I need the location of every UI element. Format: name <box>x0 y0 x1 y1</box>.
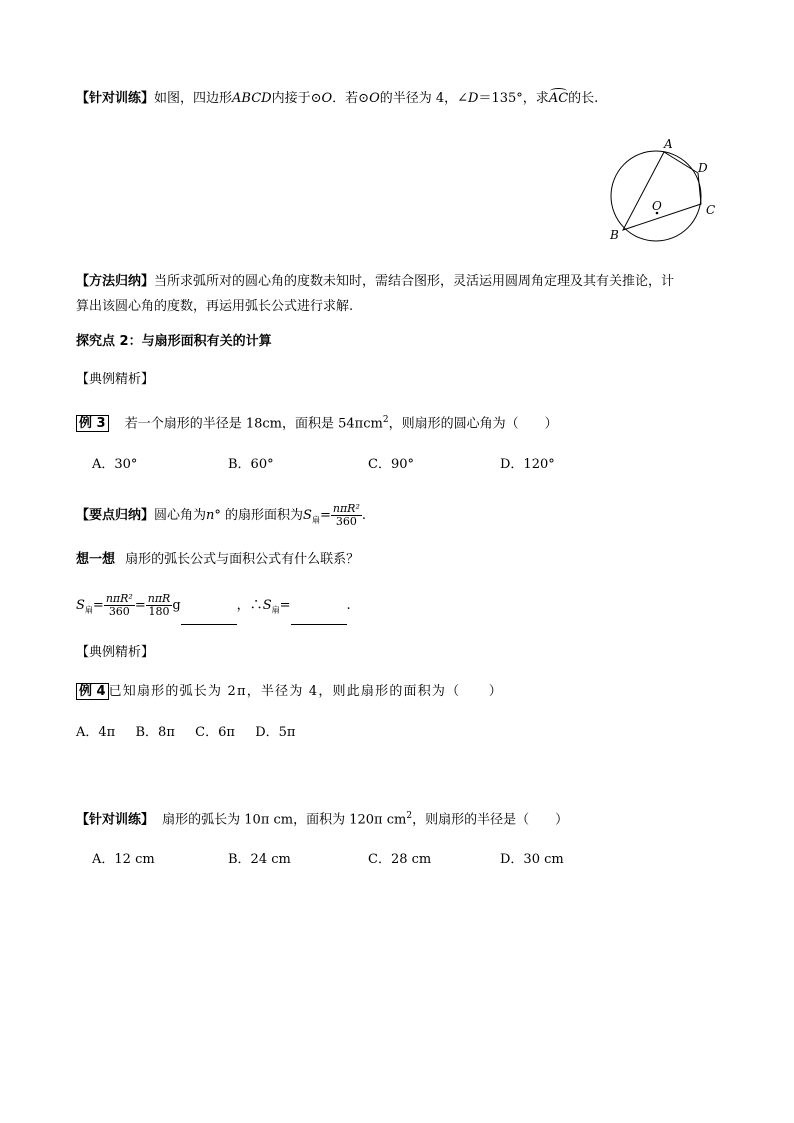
method-summary-line1 <box>76 273 674 291</box>
dot-symbol: g <box>172 598 181 613</box>
text-seg: ＝135°，求 <box>478 91 549 106</box>
option-c: C．6π <box>195 725 235 740</box>
option-d: D．120° <box>500 457 555 472</box>
method-text-1: 当所求弧所对的圆心角的度数未知时，需结合图形，灵活运用圆周角定理及其有关推论，计 <box>154 274 675 289</box>
var-o: O <box>321 91 333 106</box>
subscript-sector: 扇 <box>271 605 280 615</box>
key-tag: 【要点归纳】 <box>76 508 155 523</box>
var-d: D <box>468 91 479 106</box>
example-4-options <box>76 724 295 742</box>
example-4 <box>76 683 503 701</box>
superscript: 2 <box>382 415 389 425</box>
think-text: 扇形的弧长公式与面积公式有什么联系？ <box>125 552 360 567</box>
key-text-2: ° 的扇形面积为 <box>214 508 304 523</box>
option-c: C．28 cm <box>368 852 432 867</box>
subscript-sector: 扇 <box>84 605 93 615</box>
sector-area-fraction <box>331 503 362 528</box>
key-text-1: 圆心角为 <box>154 508 207 523</box>
training-2-text: 扇形的弧长为 10π cm，面积为 120π cm <box>162 812 407 828</box>
example-analysis-heading-2: 【典例精析】 <box>76 645 155 660</box>
training-problem-2 <box>76 807 568 829</box>
var-n: n <box>206 508 215 523</box>
label-d: D <box>698 161 708 175</box>
method-summary-line2 <box>76 298 353 316</box>
equals: = <box>279 598 291 613</box>
period: . <box>361 508 367 523</box>
method-text-2: 算出该圆心角的度数，再运用弧长公式进行求解. <box>76 299 354 314</box>
label-o: O <box>652 199 662 213</box>
training-problem-1 <box>76 90 598 108</box>
explore-heading: 探究点 2：与扇形面积有关的计算 <box>76 334 272 349</box>
example-analysis-heading: 【典例精析】 <box>76 372 155 387</box>
example-3-label: 例 3 <box>76 415 109 432</box>
text-seg: 如图，四边形 <box>154 91 233 106</box>
text-seg: 的长. <box>568 91 599 106</box>
circle-figure <box>602 132 732 250</box>
option-d: D．30 cm <box>500 852 564 867</box>
option-c: C．90° <box>368 457 414 472</box>
answer-blank-1[interactable] <box>181 612 237 625</box>
fraction-denominator: 180 <box>148 605 170 618</box>
var-s: S <box>303 508 312 523</box>
label-a: A <box>664 137 673 151</box>
label-b: B <box>610 228 619 242</box>
think-prompt <box>76 551 359 569</box>
equals: = <box>92 598 104 613</box>
text-seg: ．若⊙ <box>332 91 370 106</box>
fraction-arc <box>146 593 173 618</box>
fraction-denominator: 360 <box>108 605 130 618</box>
arc-ac: AC <box>549 91 568 106</box>
fraction-denominator: 360 <box>335 515 357 528</box>
option-b: B．8π <box>135 725 175 740</box>
example-4-text: 已知扇形的弧长为 2π，半径为 4，则此扇形的面积为（ ） <box>108 684 503 699</box>
fraction-numerator: nπR² <box>105 592 133 605</box>
training-2-text-2: ，则扇形的半径是（ ） <box>412 812 569 828</box>
equals: = <box>319 508 331 523</box>
superscript: 2 <box>406 811 413 821</box>
var-s: S <box>262 598 272 613</box>
key-point-summary <box>76 502 366 535</box>
equals: = <box>134 598 146 613</box>
option-b: B．24 cm <box>228 852 291 867</box>
example-3-text-2: ，则扇形的圆心角为（ ） <box>388 416 558 432</box>
subscript-sector: 扇 <box>311 515 320 525</box>
fraction-numerator: nπR² <box>332 502 360 515</box>
arc-mark-icon <box>550 88 567 94</box>
option-a: A．4π <box>76 725 116 740</box>
var-s: S <box>76 598 85 613</box>
var-abcd: ABCD <box>232 91 272 106</box>
formula-line <box>76 592 351 625</box>
option-a: A．30° <box>92 457 138 472</box>
example-3 <box>76 411 558 433</box>
var-o: O <box>369 91 380 106</box>
period: . <box>346 598 351 613</box>
example-4-label: 例 4 <box>76 683 109 700</box>
text-seg: 的半径为 4，∠ <box>379 91 469 106</box>
option-a: A．12 cm <box>92 852 155 867</box>
example-3-text: 若一个扇形的半径是 18cm，面积是 54πcm <box>124 416 383 432</box>
fraction-area <box>104 593 135 618</box>
therefore: ，∴ <box>236 598 263 613</box>
method-tag: 【方法归纳】 <box>76 274 155 289</box>
option-d: D．5π <box>255 725 296 740</box>
training-tag: 【针对训练】 <box>76 812 155 828</box>
text-seg: 内接于⊙ <box>271 91 322 106</box>
label-c: C <box>706 203 716 217</box>
training-tag: 【针对训练】 <box>76 91 155 106</box>
option-b: B．60° <box>228 457 274 472</box>
quadrilateral-abcd <box>623 152 701 230</box>
think-tag: 想一想 <box>76 552 116 567</box>
answer-blank-2[interactable] <box>291 612 347 625</box>
fraction-numerator: nπR <box>147 592 171 605</box>
